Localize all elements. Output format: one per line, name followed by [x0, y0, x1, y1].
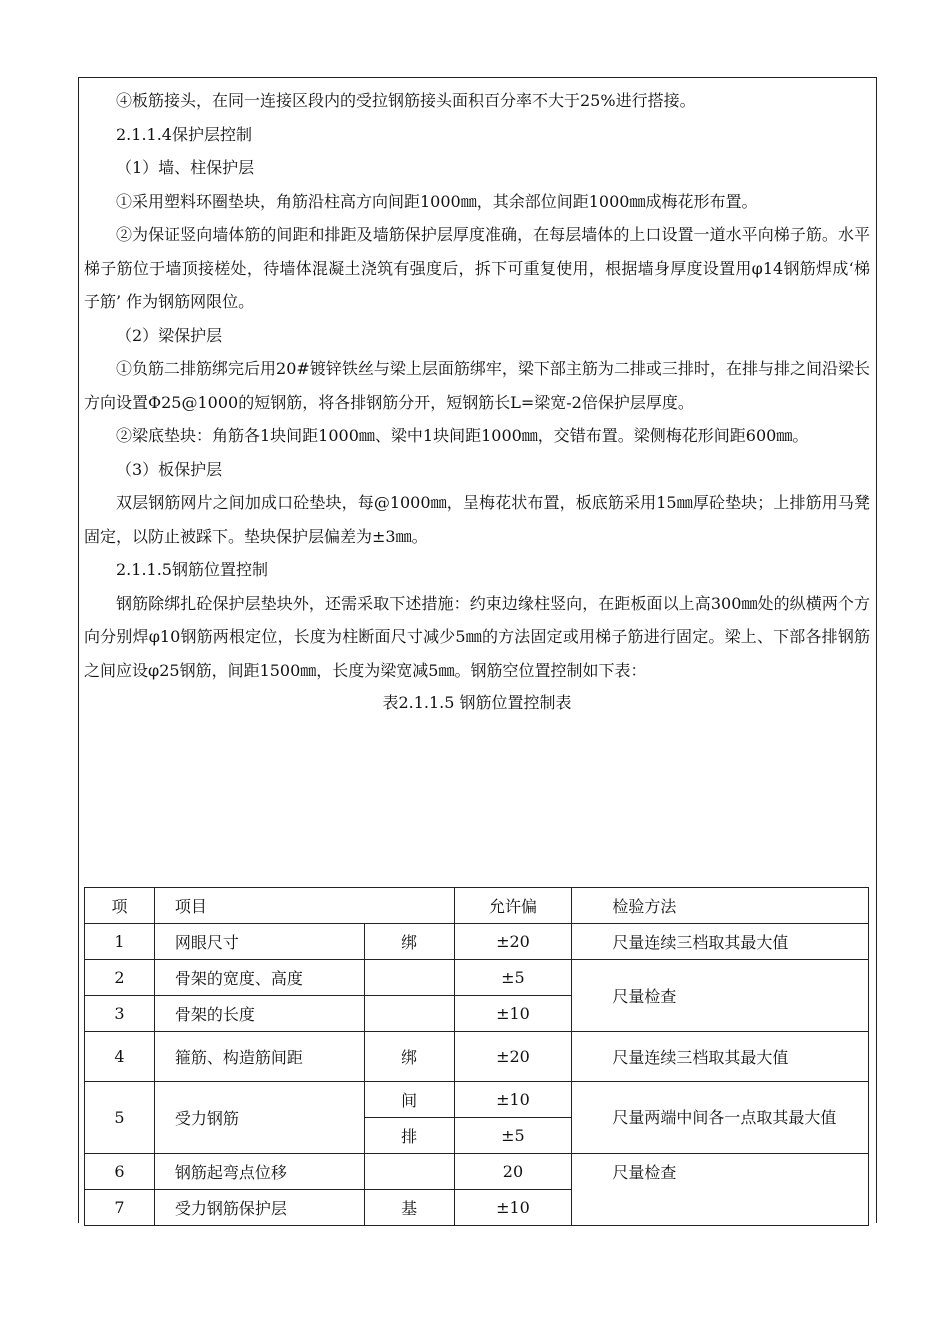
table-caption: 表2.1.1.5 钢筋位置控制表: [382, 693, 572, 712]
cell-no: 4: [85, 1032, 155, 1082]
header-item: 项目: [154, 888, 454, 924]
table-row: [85, 924, 869, 960]
cell-tolerance: ±10: [454, 1190, 572, 1226]
cell-tolerance: ±10: [454, 1082, 572, 1118]
cell-method: 尺量检查: [572, 960, 869, 1032]
paragraph: ②梁底垫块：角筋各1块间距1000㎜、梁中1块间距1000㎜，交错布置。梁侧梅花形间距600㎜。: [116, 426, 809, 445]
subsection-heading: （1）墙、柱保护层: [116, 158, 255, 177]
paragraph: ④板筋接头，在同一连接区段内的受拉钢筋接头面积百分率不大于25%进行搭接。: [116, 91, 696, 110]
cell-no: 6: [85, 1154, 155, 1190]
cell-no: 1: [85, 924, 155, 960]
header-method: 检验方法: [572, 888, 869, 924]
cell-item: 箍筋、构造筋间距: [154, 1032, 364, 1082]
cell-sub: 基: [364, 1190, 454, 1226]
cell-item: 受力钢筋保护层: [154, 1190, 364, 1226]
document-body: [84, 84, 870, 719]
cell-item: 骨架的宽度、高度: [154, 960, 364, 996]
table-row: [85, 1154, 869, 1190]
cell-no: 5: [85, 1082, 155, 1154]
paragraph: ①采用塑料环圈垫块，角筋沿柱高方向间距1000㎜，其余部位间距1000㎜成梅花形布置。: [116, 191, 758, 211]
table-header-row: [85, 888, 869, 924]
cell-tolerance: 20: [454, 1154, 572, 1190]
cell-method: 尺量两端中间各一点取其最大值: [572, 1082, 869, 1154]
cell-item: 骨架的长度: [154, 996, 364, 1032]
table-row: [85, 1032, 869, 1082]
cell-sub: [364, 1154, 454, 1190]
cell-item: 网眼尺寸: [154, 924, 364, 960]
paragraph: 钢筋除绑扎砼保护层垫块外，还需采取下述措施：约束边缘柱竖向，在距板面以上高300㎜处的纵横两个方向分别焊φ10钢筋两根定位，长度为柱断面尺寸减少5㎜的方法固定或用梯子筋进行固定。梁上、下部各排钢筋之间应设φ25钢筋，间距1500㎜，长度为梁宽减5㎜。钢筋空位置控制如下表：: [84, 593, 870, 680]
paragraph: 双层钢筋网片之间加成口砼垫块，每@1000㎜，呈梅花状布置，板底筋采用15㎜厚砼垫块；上排筋用马凳固定，以防止被踩下。垫块保护层偏差为±3㎜。: [84, 493, 870, 546]
cell-no: 2: [85, 960, 155, 996]
paragraph: ②为保证竖向墙体筋的间距和排距及墙筋保护层厚度准确，在每层墙体的上口设置一道水平向梯子筋。水平梯子筋位于墙顶接槎处，待墙体混凝土浇筑有强度后，拆下可重复使用，根据墙身厚度设置用φ14钢筋焊成‘梯子筋’ 作为钢筋网限位。: [84, 225, 870, 311]
cell-sub: 排: [364, 1118, 454, 1154]
table-row: [85, 960, 869, 996]
cell-sub: 间: [364, 1082, 454, 1118]
table-row: [85, 1082, 869, 1118]
cell-no: 7: [85, 1190, 155, 1226]
subsection-heading: （3）板保护层: [116, 459, 223, 479]
cell-tolerance: ±10: [454, 996, 572, 1032]
cell-tolerance: ±5: [454, 960, 572, 996]
subsection-heading: （2）梁保护层: [116, 325, 223, 345]
cell-method: 尺量检查: [572, 1154, 869, 1226]
cell-item: 受力钢筋: [154, 1082, 364, 1154]
cell-method: 尺量连续三档取其最大值: [572, 924, 869, 960]
cell-tolerance: ±20: [454, 1032, 572, 1082]
paragraph: ①负筋二排筋绑完后用20#镀锌铁丝与梁上层面筋绑牢，梁下部主筋为二排或三排时，在排与排之间沿梁长方向设置Φ25@1000的短钢筋，将各排钢筋分开，短钢筋长L=梁宽-2倍保护层厚度。: [84, 359, 870, 412]
section-heading: 2.1.1.4保护层控制: [116, 124, 252, 144]
cell-sub: [364, 960, 454, 996]
cell-sub: 绑: [364, 924, 454, 960]
section-heading: 2.1.1.5钢筋位置控制: [116, 560, 268, 579]
cell-no: 3: [85, 996, 155, 1032]
cell-method: 尺量连续三档取其最大值: [572, 1032, 869, 1082]
header-no: 项: [85, 888, 155, 924]
header-tolerance: 允许偏: [454, 888, 572, 924]
cell-item: 钢筋起弯点位移: [154, 1154, 364, 1190]
cell-sub: [364, 996, 454, 1032]
cell-tolerance: ±20: [454, 924, 572, 960]
cell-sub: 绑: [364, 1032, 454, 1082]
cell-tolerance: ±5: [454, 1118, 572, 1154]
rebar-position-table: [84, 887, 869, 1226]
